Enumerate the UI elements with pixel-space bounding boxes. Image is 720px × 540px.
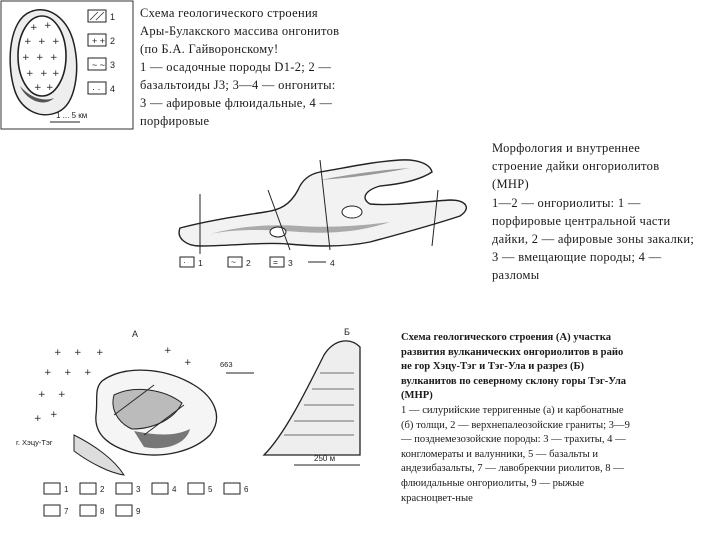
svg-text:+: + bbox=[58, 390, 66, 400]
svg-text:·: · bbox=[183, 257, 186, 267]
svg-text:+: + bbox=[64, 368, 72, 378]
svg-text:3: 3 bbox=[110, 60, 116, 70]
svg-text:· ·: · · bbox=[92, 84, 101, 94]
svg-text:2: 2 bbox=[110, 36, 116, 46]
svg-text:+: + bbox=[34, 83, 42, 93]
svg-text:+: + bbox=[44, 368, 52, 378]
svg-text:2: 2 bbox=[100, 485, 105, 494]
svg-text:г. Хэцу-Тэг: г. Хэцу-Тэг bbox=[16, 438, 53, 447]
svg-text:+: + bbox=[44, 21, 52, 31]
svg-text:4: 4 bbox=[172, 485, 177, 494]
svg-text:~ ~: ~ ~ bbox=[92, 60, 106, 70]
svg-text:+: + bbox=[46, 83, 54, 93]
svg-text:3: 3 bbox=[136, 485, 141, 494]
map1-scale-label: 1 ... 5 км bbox=[56, 111, 88, 120]
svg-text:+: + bbox=[184, 358, 192, 368]
ary-bulak-massif-map bbox=[0, 0, 136, 132]
svg-text:8: 8 bbox=[100, 507, 105, 516]
svg-text:+: + bbox=[164, 346, 172, 356]
svg-text:663: 663 bbox=[220, 360, 233, 369]
svg-text:1: 1 bbox=[198, 258, 203, 268]
svg-text:2: 2 bbox=[246, 258, 251, 268]
svg-text:+: + bbox=[50, 53, 58, 63]
svg-text:Б: Б bbox=[344, 327, 350, 337]
svg-text:3: 3 bbox=[288, 258, 293, 268]
svg-text:+: + bbox=[50, 410, 58, 420]
svg-text:5: 5 bbox=[208, 485, 213, 494]
svg-text:+: + bbox=[52, 69, 60, 79]
svg-text:~: ~ bbox=[231, 257, 236, 267]
svg-text:+: + bbox=[34, 414, 42, 424]
svg-text:9: 9 bbox=[136, 507, 141, 516]
svg-text:+: + bbox=[30, 23, 38, 33]
dike-morphology-drawing bbox=[170, 150, 480, 275]
svg-text:+: + bbox=[36, 53, 44, 63]
svg-text:1: 1 bbox=[110, 12, 116, 22]
svg-text:+: + bbox=[96, 348, 104, 358]
khetsu-teg-map-and-section bbox=[14, 325, 394, 530]
svg-text:+: + bbox=[40, 69, 48, 79]
svg-text:=: = bbox=[273, 257, 278, 267]
svg-text:+: + bbox=[26, 69, 34, 79]
svg-text:+: + bbox=[52, 37, 60, 47]
svg-text:+: + bbox=[54, 348, 62, 358]
svg-text:+ +: + + bbox=[92, 36, 106, 46]
svg-text:7: 7 bbox=[64, 507, 69, 516]
caption-ary-bulak: Схема геологического строения Ары-Булакского массива онгонитов (по Б.А. Гайворонскому! 1 — осадочные породы D1-2; 2 — базальтоиды J3; 3—4 — онгониты: 3 — афировые флюидальные, 4 — порфировые bbox=[140, 6, 340, 128]
svg-text:+: + bbox=[38, 37, 46, 47]
svg-text:+: + bbox=[74, 348, 82, 358]
svg-text:1: 1 bbox=[64, 485, 69, 494]
svg-text:+: + bbox=[24, 37, 32, 47]
svg-text:+: + bbox=[84, 368, 92, 378]
caption-khetsu-teg: Схема геологического строения (А) участка развития вулканических онгориолитов в райо не гор Хэцу-Тэг и Тэг-Ула и разрез (Б) вулканитов по северному склону горы Тэг-Ула (МНР) 1 — силурийские терригенные (а) и карбонатные (б) толщи, 2 — верхнепалеозойские граниты; 3—9 — позднемезозойские породы: 3 — трахиты, 4 — конгломераты и валунники, 5 — базальты и андезибазальты, 7 — лавобрекчии риолитов, 8 — флюидальные онгориолиты, 9 — рыжые красноцвет-ные bbox=[401, 332, 630, 504]
svg-text:6: 6 bbox=[244, 485, 249, 494]
svg-text:250 м: 250 м bbox=[314, 454, 336, 463]
caption-dike-morphology: Морфология и внутреннее строение дайки онгориолитов (МНР) 1—2 — онгориолиты: 1 — порфировые центральной части дайки, 2 — афировые зоны закалки; 3 — вмещающие породы; 4 — разломы bbox=[492, 141, 695, 283]
svg-text:+: + bbox=[22, 53, 30, 63]
svg-text:А: А bbox=[132, 329, 139, 339]
svg-text:+: + bbox=[38, 390, 46, 400]
svg-text:4: 4 bbox=[110, 84, 116, 94]
svg-text:4: 4 bbox=[330, 258, 335, 268]
